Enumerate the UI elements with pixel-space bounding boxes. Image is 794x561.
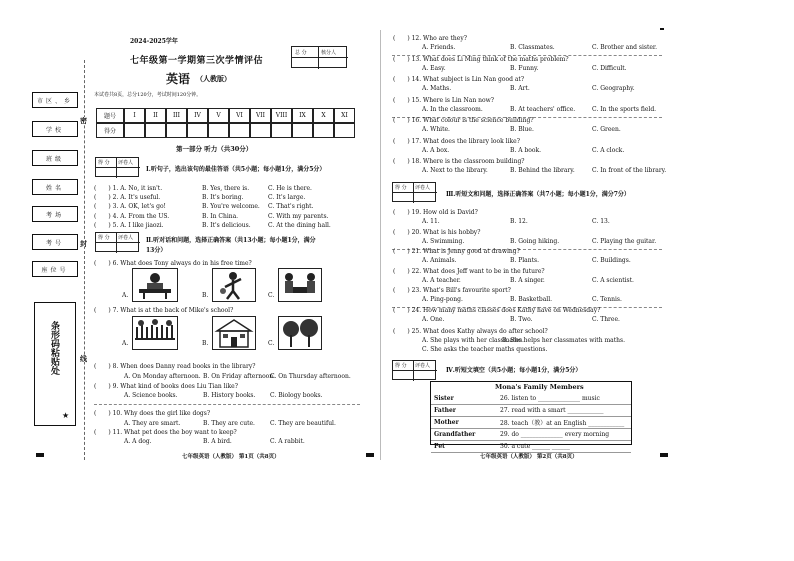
option: A. Ping-pong. bbox=[422, 296, 463, 303]
barcode-area bbox=[34, 302, 76, 426]
grader-box-4: 得 分 评卷人 bbox=[392, 360, 436, 380]
blank-item[interactable]: 28. teach（教）at an English ____________ bbox=[497, 417, 631, 429]
question-2: ( ) 2. A. It's useful. bbox=[94, 194, 161, 202]
question-3: ( ) 3. A. OK, let's go! bbox=[94, 203, 166, 211]
question: ( ) 15. Where is Lin Nan now? bbox=[393, 96, 494, 104]
score-col-header: VI bbox=[229, 108, 250, 123]
question: ( ) 22. What does Jeff want to be in the future? bbox=[393, 267, 545, 275]
score-col-header: VII bbox=[250, 108, 271, 123]
score-table-score-label: 得分 bbox=[96, 123, 124, 138]
score-col-header: X bbox=[313, 108, 334, 123]
question-6: ( ) 6. What does Tony always do in his free time? bbox=[94, 260, 252, 267]
option: C. 13. bbox=[592, 218, 610, 225]
option: C. Green. bbox=[592, 126, 621, 133]
option: A. A teacher. bbox=[422, 276, 461, 284]
question: ( ) 20. What is his hobby? bbox=[393, 228, 481, 236]
score-cell[interactable] bbox=[292, 123, 313, 138]
question-9: ( ) 9. What kind of books does Liu Tian like? bbox=[94, 383, 238, 390]
option: C. It's large. bbox=[268, 194, 306, 202]
option: B. 12. bbox=[510, 218, 528, 225]
option: B. In China. bbox=[202, 212, 239, 220]
question: ( ) 24. How many maths classes does Kathy have on Wednesday? bbox=[393, 306, 601, 314]
family-member: Sister bbox=[431, 393, 497, 405]
section2-title: Ⅱ.听对话和问题，选择正确答案（共13小题；每小题1分，满分 bbox=[146, 237, 316, 244]
question-1: ( ) 1. A. No, it isn't. bbox=[94, 185, 163, 192]
option: B. At teachers' office. bbox=[510, 105, 576, 113]
question-4: ( ) 4. A. From the US. bbox=[94, 212, 170, 220]
q6-picture-b-basketball-icon bbox=[212, 268, 256, 302]
section1-title: Ⅰ.听句子，选出该句的最佳答语（共5小题；每小题1分，满分5分） bbox=[146, 166, 326, 173]
option: B. You're welcome. bbox=[202, 203, 260, 211]
question-10: ( ) 10. Why does the girl like dogs? bbox=[94, 410, 211, 417]
score-table-header-label: 题号 bbox=[96, 108, 124, 123]
option: B. Two. bbox=[510, 315, 533, 323]
option: A. Maths. bbox=[422, 85, 452, 92]
family-table-title: Mona's Family Members bbox=[495, 383, 584, 391]
q7-picture-b-building-icon bbox=[212, 316, 256, 350]
option: C. Three. bbox=[592, 315, 620, 323]
score-col-header: I bbox=[124, 108, 145, 123]
score-cell[interactable] bbox=[145, 123, 166, 138]
blank-item[interactable]: 29. do ______________ every morning bbox=[497, 429, 631, 441]
field-district: 市区、乡 bbox=[32, 92, 78, 108]
option: B. Behind the library. bbox=[510, 167, 575, 174]
option: B. It's delicious. bbox=[202, 221, 251, 229]
q7-picture-a-garden-icon bbox=[132, 316, 178, 350]
option: C. He is there. bbox=[268, 185, 312, 192]
question-11: ( ) 11. What pet does the boy want to keep? bbox=[94, 429, 237, 436]
option: A. One. bbox=[422, 315, 445, 323]
score-cell[interactable] bbox=[271, 123, 292, 138]
barcode-label: 条形码粘贴处 bbox=[49, 321, 59, 375]
option: A. White. bbox=[422, 126, 450, 133]
option: B. Art. bbox=[510, 85, 530, 92]
score-cell[interactable] bbox=[166, 123, 187, 138]
score-col-header: VIII bbox=[271, 108, 292, 123]
field-seat-number: 座位号 bbox=[32, 261, 78, 277]
page1-footer: 七年级英语（人教版） 第1页（共8页） bbox=[182, 454, 280, 460]
option: C. Brother and sister. bbox=[592, 44, 658, 51]
grader-box-1: 得 分 评卷人 bbox=[95, 157, 139, 177]
family-member: Pet bbox=[431, 441, 497, 453]
option: C. A scientist. bbox=[592, 276, 634, 284]
table-row bbox=[431, 405, 631, 417]
grader-box-2: 得 分 评卷人 bbox=[95, 232, 139, 252]
field-exam-number: 考号 bbox=[32, 234, 78, 250]
option: B. It's boring. bbox=[202, 194, 244, 202]
school-year: 2024-2025学年 bbox=[130, 38, 178, 45]
score-cell[interactable] bbox=[334, 123, 355, 138]
binding-char-1: 密 bbox=[80, 116, 87, 125]
binding-char-2: 封 bbox=[80, 239, 87, 248]
question: ( ) 14. What subject is Lin Nan good at? bbox=[393, 76, 525, 83]
score-cell[interactable] bbox=[229, 123, 250, 138]
checker-label: 核分人 bbox=[321, 50, 337, 56]
blank-item[interactable]: 27. read with a smart ____________ bbox=[497, 405, 631, 417]
question: ( ) 18. Where is the classroom building? bbox=[393, 158, 525, 165]
option: C. Geography. bbox=[592, 85, 635, 92]
question: ( ) 13. What does Li Ming think of the maths problem? bbox=[393, 55, 569, 63]
table-row bbox=[431, 417, 631, 429]
part1-title: 第一部分 听力（共30分） bbox=[176, 145, 253, 153]
field-school: 学校 bbox=[32, 121, 78, 137]
family-table bbox=[430, 381, 632, 450]
option: B. Yes, there is. bbox=[202, 185, 250, 192]
question-7: ( ) 7. What is at the back of Mike's school? bbox=[94, 307, 234, 314]
option: C. Tennis. bbox=[592, 296, 622, 303]
score-col-header: II bbox=[145, 108, 166, 123]
score-cell[interactable] bbox=[187, 123, 208, 138]
edition-label: （人教版） bbox=[196, 75, 231, 83]
question-8: ( ) 8. When does Danny read books in the library? bbox=[94, 363, 256, 370]
q6-picture-c-chess-icon bbox=[278, 268, 322, 302]
score-col-header: IX bbox=[292, 108, 313, 123]
option: B. Blue. bbox=[510, 126, 534, 133]
option: C. Buildings. bbox=[592, 257, 631, 264]
option: C. That's right. bbox=[268, 203, 314, 211]
option: B. Funny. bbox=[510, 64, 539, 72]
option: B. A singer. bbox=[510, 276, 545, 284]
question: ( ) 17. What does the library look like? bbox=[393, 137, 520, 145]
option: B. Going hiking. bbox=[510, 237, 560, 245]
option: A. Next to the library. bbox=[422, 167, 488, 174]
table-row bbox=[431, 429, 631, 441]
option: B. Classmates. bbox=[510, 44, 555, 51]
q6-picture-a-reading-icon bbox=[132, 268, 178, 302]
score-col-header: III bbox=[166, 108, 187, 123]
question: ( ) 19. How old is David? bbox=[393, 209, 478, 216]
option: A. Friends. bbox=[422, 44, 456, 51]
option: A. 11. bbox=[422, 218, 440, 225]
option: A. Easy. bbox=[422, 64, 446, 72]
section2-title-cont: 13分） bbox=[146, 247, 167, 254]
score-cell[interactable] bbox=[313, 123, 334, 138]
family-member: Mother bbox=[431, 417, 497, 429]
binding-char-3: 线 bbox=[80, 354, 87, 363]
score-cell[interactable] bbox=[208, 123, 229, 138]
option: B. A book. bbox=[510, 146, 542, 154]
section4-title: Ⅳ.听短文填空（共5小题；每小题1分，满分5分） bbox=[446, 367, 582, 374]
option: A. Swimming. bbox=[422, 237, 465, 245]
total-score-label: 总 分 bbox=[295, 50, 307, 56]
q7-picture-c-trees-icon bbox=[278, 316, 322, 350]
question: ( ) 16. What colour is the science building? bbox=[393, 117, 534, 124]
option: A. In the classroom. bbox=[422, 105, 483, 113]
star-mark: ★ bbox=[62, 411, 70, 420]
blank-item[interactable]: 26. listen to ______________ music bbox=[497, 393, 631, 405]
option: B. Basketball. bbox=[510, 296, 553, 303]
blank-item[interactable]: 30. a cute ______ ______ bbox=[497, 441, 631, 453]
option: A. A box. bbox=[422, 146, 450, 154]
option: C. Playing the guitar. bbox=[592, 237, 657, 245]
score-cell[interactable] bbox=[124, 123, 145, 138]
option: A. Animals. bbox=[422, 257, 457, 264]
table-row bbox=[431, 393, 631, 405]
table-row bbox=[431, 441, 631, 453]
field-class: 班级 bbox=[32, 150, 78, 166]
subject-title: 英语 bbox=[166, 72, 191, 86]
option: B. Plants. bbox=[510, 257, 540, 264]
field-name: 姓名 bbox=[32, 179, 78, 195]
option: C. At the dining hall. bbox=[268, 221, 331, 229]
option: C. In the sports field. bbox=[592, 105, 657, 113]
family-member: Father bbox=[431, 405, 497, 417]
section3-title: Ⅲ.听短文和问题，选择正确答案（共7小题；每小题1分，满分7分） bbox=[446, 191, 630, 198]
total-score-box bbox=[291, 46, 347, 68]
page2-footer: 七年级英语（人教版） 第2页（共8页） bbox=[480, 454, 578, 460]
option: C. In front of the library. bbox=[592, 167, 667, 174]
grader-box-3: 得 分 评卷人 bbox=[392, 182, 436, 202]
exam-title: 七年级第一学期第三次学情评估 bbox=[130, 56, 264, 66]
family-member: Grandfather bbox=[431, 429, 497, 441]
field-exam-room: 考场 bbox=[32, 206, 78, 222]
question-5: ( ) 5. A. I like jiaozi. bbox=[94, 221, 164, 229]
exam-note: 本试卷共8页，总分120分，考试时间120分钟。 bbox=[94, 92, 202, 98]
score-col-header: XI bbox=[334, 108, 355, 123]
question-25: ( ) 25. What does Kathy always do after school? bbox=[393, 328, 548, 335]
score-col-header: IV bbox=[187, 108, 208, 123]
question: ( ) 12. Who are they? bbox=[393, 35, 467, 42]
score-cell[interactable] bbox=[250, 123, 271, 138]
question: ( ) 23. What's Bill's favourite sport? bbox=[393, 287, 511, 294]
score-col-header: V bbox=[208, 108, 229, 123]
option: C. With my parents. bbox=[268, 212, 329, 220]
question: ( ) 21. What is Jenny good at drawing? bbox=[393, 248, 520, 255]
option: C. A clock. bbox=[592, 146, 625, 154]
option: C. Difficult. bbox=[592, 64, 627, 72]
